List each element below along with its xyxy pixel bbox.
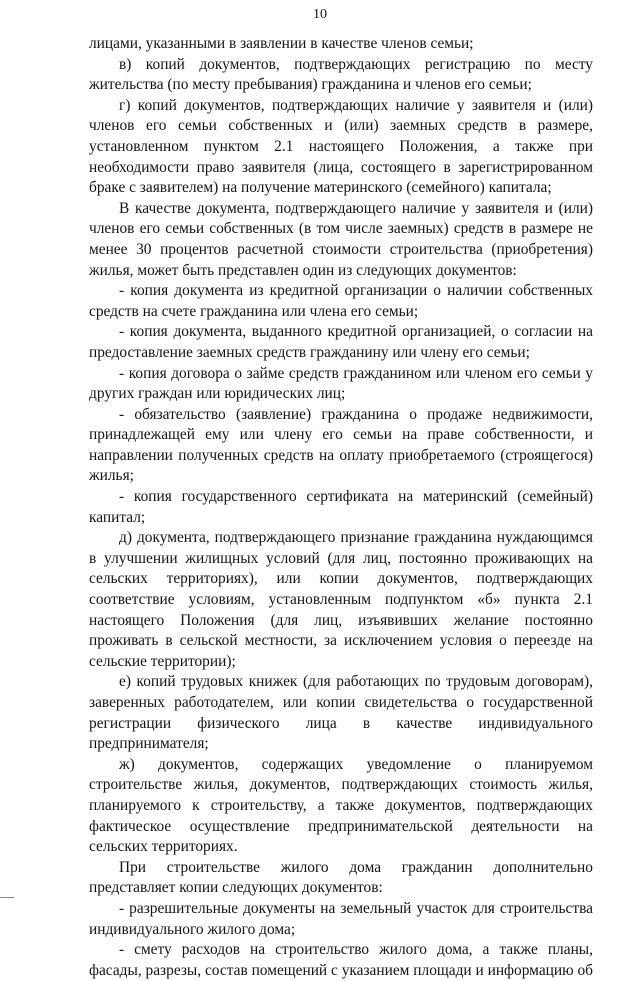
list-item-land-permits: - разрешительные документы на земельный участок для строительства индивидуального жилого дома; bbox=[89, 899, 593, 938]
paragraph-house-construction: При строительстве жилого дома гражданин дополнительно представляет копии следующих документов: bbox=[89, 858, 593, 897]
paragraph-members-continuation: лицами, указанными в заявлении в качестве членов семьи; bbox=[89, 35, 474, 52]
paragraph-item-g: г) копий документов, подтверждающих наличие у заявителя и (или) членов его семьи собственных и (или) заемных средств в размере, установленном пунктом 2.1 настоящего Положения, а также при необходимости право заявителя (лица, состоящего в зарегистрированном браке с заявителем) на получение материнского (семейного) капитала; bbox=[89, 96, 593, 197]
paragraph-item-zh: ж) документов, содержащих уведомление о планируемом строительстве жилья, документов, подтверждающих стоимость жилья, планируемого к строительству, а также документов, подтверждающих фактическое осуществление предпринимательской деятельности на сельских территориях. bbox=[89, 755, 593, 856]
scan-edge-mark bbox=[0, 897, 14, 898]
paragraph-item-e: е) копий трудовых книжек (для работающих по трудовым договорам), заверенных работодателем, или копии свидетельства о государственной регистрации физического лица в качестве индивидуального предпринимателя; bbox=[89, 673, 593, 753]
paragraph-item-d: д) документа, подтверждающего признание гражданина нуждающимся в улучшении жилищных условий (для лиц, постоянно проживающих на сельских территориях), или копии документов, подтверждающих соответствие условиям, установленным подпунктом «б» пункта 2.1 настоящего Положения (для лиц, изъявивших желание постоянно проживать в сельской местности, за исключением условия о переезде на сельские территории); bbox=[89, 529, 593, 670]
document-body bbox=[89, 34, 593, 981]
list-item-bank-account-copy: - копия документа из кредитной организации о наличии собственных средств на счете гражданина или члена его семьи; bbox=[89, 282, 593, 320]
paragraph-funds-documents: В качестве документа, подтверждающего наличие у заявителя и (или) членов его семьи собственных (в том числе заемных) средств в размере не менее 30 процентов расчетной стоимости строительства (приобретения) жилья, может быть представлен один из следующих документов: bbox=[89, 199, 593, 279]
list-item-maternity-certificate: - копия государственного сертификата на материнский (семейный) капитал; bbox=[89, 488, 593, 526]
list-item-loan-consent-copy: - копия документа, выданного кредитной организацией, о согласии на предоставление заемных средств гражданину или члену его семьи; bbox=[89, 323, 593, 361]
page-number: 10 bbox=[313, 7, 327, 22]
list-item-sale-obligation: - обязательство (заявление) гражданина о продаже недвижимости, принадлежащей ему или члену его семьи на праве собственности, и направлении полученных средств на оплату приобретаемого (строящегося) жилья; bbox=[89, 405, 593, 485]
list-item-cost-estimate: - смету расходов на строительство жилого дома, а также планы, фасады, разрезы, состав помещений с указанием площади и информацию об bbox=[89, 941, 593, 979]
paragraph-item-v: в) копий документов, подтверждающих регистрацию по месту жительства (по месту пребывания) гражданина и членов его семьи; bbox=[89, 55, 593, 94]
list-item-loan-agreement-copy: - копия договора о займе средств гражданином или членом его семьи у других граждан или юридических лиц; bbox=[89, 364, 593, 403]
